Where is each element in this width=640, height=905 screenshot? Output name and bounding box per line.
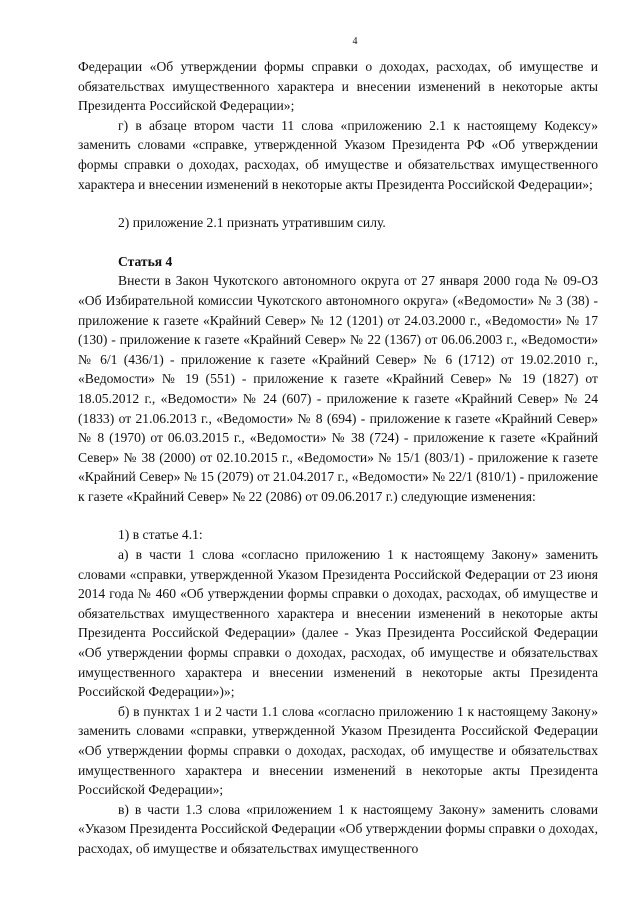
paragraph-item-b: б) в пунктах 1 и 2 части 1.1 слова «согласно приложению 1 к настоящему Закону» заменить словами «справки, утвержденной Указом Президента Российской Федерации «Об утверждении формы справки о доходах, расходах, об имуществе и обязательствах имущественного характера и внесении изменений в некоторые акты Президента Российской Федерации»; <box>78 703 598 798</box>
paragraph-item-v: в) в части 1.3 слова «приложением 1 к настоящему Закону» заменить словами «Указом Президента Российской Федерации «Об утверждении формы справки о доходах, расходах, об имуществе и обязательствах имущественного <box>78 801 598 856</box>
paragraph-item-g: г) в абзаце втором части 11 слова «приложению 2.1 к настоящему Кодексу» заменить словами «справке, утвержденной Указом Президента РФ «Об утверждении формы справки о доходах, расходах, об имуществе и обязательствах имущественного характера и внесении изменений в некоторые акты Президента Российской Федерации»; <box>78 117 598 192</box>
paragraph-item-2: 2) приложение 2.1 признать утратившим силу. <box>118 215 386 231</box>
page-number: 4 <box>352 36 358 47</box>
paragraph-continuation: Федерации «Об утверждении формы справки о доходах, расходах, об имуществе и обязательствах имущественного характера и внесении изменений в некоторые акты Президента Российской Федерации»; <box>78 59 598 114</box>
article-heading: Статья 4 <box>118 253 173 269</box>
paragraph-item-1: 1) в статье 4.1: <box>118 527 203 543</box>
paragraph-article-4-intro: Внести в Закон Чукотского автономного округа от 27 января 2000 года № 09-ОЗ «Об Избирательной комиссии Чукотского автономного округа» («Ведомости» № 3 (38) - приложение к газете «Крайний Север» № 12 (1201) от 24.03.2000 г., «Ведомости» № 17 (130) - приложение к газете «Крайний Север» № 22 (1367) от 06.06.2003 г., «Ведомости» № 6/1 (436/1) - приложение к газете «Крайний Север» № 6 (1712) от 19.02.2010 г., «Ведомости» № 19 (551) - приложение к газете «Крайний Север» № 19 (1827) от 18.05.2012 г., «Ведомости» № 24 (607) - приложение к газете «Крайний Север» № 24 (1833) от 21.06.2013 г., «Ведомости» № 8 (694) - приложение к газете «Крайний Север» № 8 (1970) от 06.03.2015 г., «Ведомости» № 38 (724) - приложение к газете «Крайний Север» № 38 (2000) от 02.10.2015 г., «Ведомости» № 15/1 (803/1) - приложение к газете «Крайний Север» № 15 (2079) от 21.04.2017 г., «Ведомости» № 22/1 (810/1) - приложение к газете «Крайний Север» № 22 (2086) от 09.06.2017 г.) следующие изменения: <box>78 273 598 504</box>
document-body <box>78 57 598 859</box>
paragraph-item-a: а) в части 1 слова «согласно приложению 1 к настоящему Закону» заменить словами «справки, утвержденной Указом Президента Российской Федерации от 23 июня 2014 года № 460 «Об утверждении формы справки о доходах, расходах, об имуществе и обязательствах имущественного характера и внесении изменений в некоторые акты Президента Российской Федерации» (далее - Указ Президента Российской Федерации «Об утверждении формы справки о доходах, расходах, об имуществе и обязательствах имущественного характера и внесении изменений в некоторые акты Президента Российской Федерации»)»; <box>78 547 598 700</box>
